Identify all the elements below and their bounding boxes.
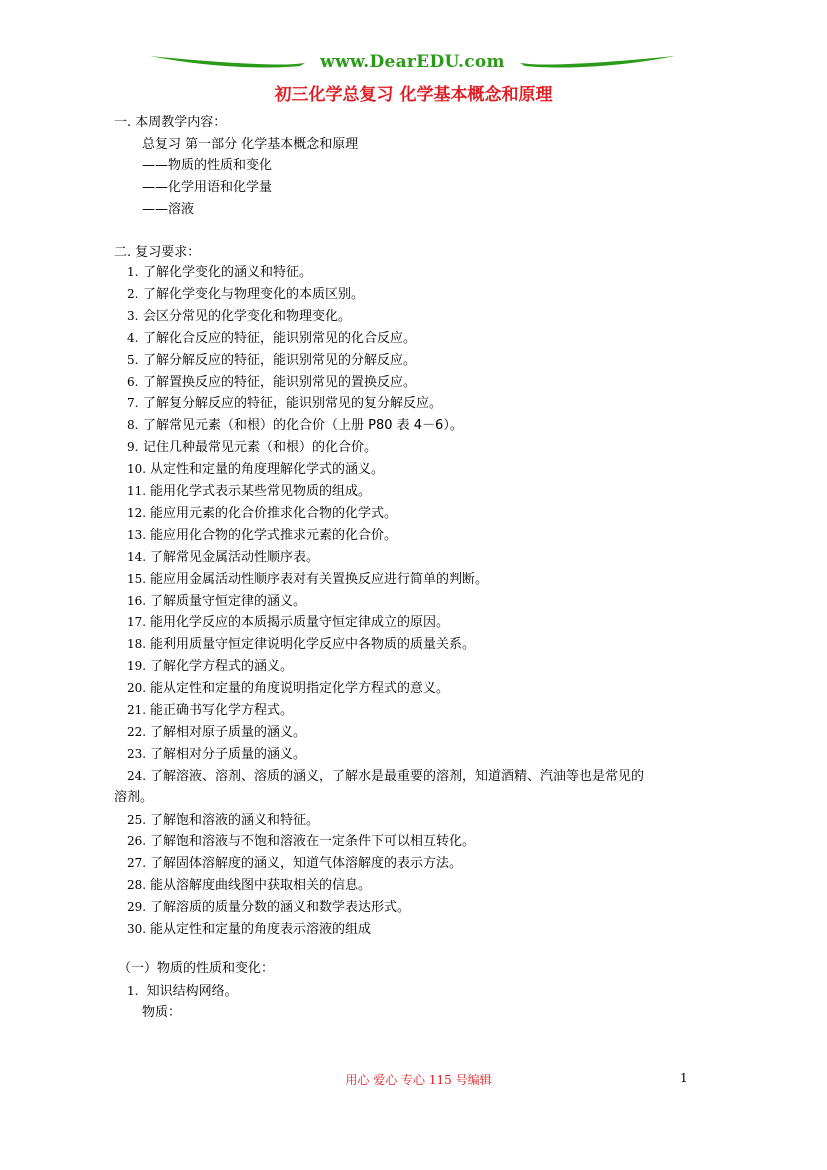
- item-number: 26.: [127, 834, 147, 849]
- item-text: 了解溶质的质量分数的涵义和数学表达形式。: [150, 900, 411, 916]
- list-item: [127, 571, 488, 588]
- item-number: 27.: [127, 856, 147, 871]
- item-number: 1.: [127, 984, 139, 998]
- item-text: 了解质量守恒定律的涵义。: [150, 593, 307, 609]
- list-item: [127, 812, 319, 829]
- list-item: [127, 921, 371, 938]
- list-item: [127, 483, 371, 500]
- item-number: 11.: [127, 484, 147, 498]
- item-number: 1.: [127, 265, 139, 279]
- list-item: [127, 724, 306, 741]
- item-text: 了解饱和溶液的涵义和特征。: [150, 812, 320, 828]
- list-item: [127, 439, 377, 456]
- item-text: 能应用元素的化合价推求化合物的化学式。: [150, 505, 398, 521]
- list-item: [127, 768, 644, 785]
- list-item: [127, 636, 475, 653]
- item-text: 能用化学反应的本质揭示质量守恒定律成立的原因。: [150, 615, 450, 631]
- item-number: 16.: [127, 593, 147, 608]
- item-text: 了解分解反应的特征，能识别常见的分解反应。: [143, 352, 417, 368]
- list-item: [114, 790, 153, 806]
- item-number: 24.: [127, 768, 147, 783]
- item-text: 了解相对原子质量的涵义。: [150, 724, 307, 740]
- content-line: 物质：: [142, 1005, 182, 1020]
- list-item: [127, 614, 449, 631]
- list-item: [127, 593, 306, 610]
- item-text: 能应用化合物的化学式推求元素的化合价。: [150, 527, 398, 543]
- item-number: 12.: [127, 505, 147, 520]
- content-line: 总复习 第一部分 化学基本概念和原理: [142, 137, 359, 152]
- item-text: 溶剂。: [114, 789, 154, 805]
- item-number: 7.: [127, 396, 139, 411]
- section-heading: 一. 本周教学内容：: [114, 115, 227, 130]
- item-number: 25.: [127, 812, 147, 827]
- list-item: [127, 527, 397, 544]
- list-item: [127, 680, 449, 697]
- item-number: 9.: [127, 440, 139, 455]
- item-text: 记住几种最常见元素（和根）的化合价。: [143, 440, 378, 456]
- list-item: [127, 899, 410, 916]
- item-number: 4.: [127, 330, 139, 345]
- content-line: ——化学用语和化学量: [142, 180, 273, 195]
- item-number: 13.: [127, 527, 147, 542]
- item-text: 能正确书写化学方程式。: [150, 703, 294, 718]
- list-item: [127, 330, 416, 347]
- list-item: [127, 352, 416, 369]
- section-heading: 二. 复习要求：: [114, 245, 201, 260]
- item-text: 了解化合反应的特征，能识别常见的化合反应。: [143, 330, 417, 346]
- list-item: [127, 877, 371, 894]
- list-item: [127, 746, 306, 763]
- item-text: 了解化学方程式的涵义。: [150, 659, 294, 675]
- list-item: [127, 461, 384, 478]
- site-url[interactable]: www.DearEDU.com: [320, 52, 505, 72]
- list-item: [127, 658, 293, 675]
- item-number: 19.: [127, 659, 147, 674]
- item-number: 15.: [127, 571, 147, 586]
- list-item: [127, 417, 463, 434]
- item-text: 了解相对分子质量的涵义。: [150, 746, 307, 762]
- item-text: 知识结构网络。: [146, 984, 238, 999]
- list-item: [127, 395, 442, 412]
- section-heading: （一）物质的性质和变化：: [118, 961, 275, 976]
- item-text: 了解置换反应的特征，能识别常见的置换反应。: [143, 374, 417, 390]
- site-header: [150, 50, 675, 76]
- item-number: 10.: [127, 462, 147, 477]
- list-item: [127, 374, 416, 391]
- item-number: 22.: [127, 724, 147, 739]
- list-item: [127, 983, 238, 1000]
- list-item: [127, 308, 351, 325]
- item-text: 能应用金属活动性顺序表对有关置换反应进行简单的判断。: [150, 571, 489, 587]
- item-number: 2.: [127, 286, 139, 301]
- item-text: 能从溶解度曲线图中获取相关的信息。: [150, 878, 372, 894]
- list-item: [127, 549, 319, 566]
- item-text: 能从定性和定量的角度表示溶液的组成: [150, 922, 372, 937]
- item-text: 能从定性和定量的角度说明指定化学方程式的意义。: [150, 681, 450, 697]
- item-text: 从定性和定量的角度理解化学式的涵义。: [150, 462, 385, 478]
- list-item: [127, 855, 462, 872]
- item-number: 20.: [127, 681, 147, 696]
- list-item: [127, 286, 364, 303]
- item-number: 6.: [127, 374, 139, 389]
- item-text: 了解常见元素（和根）的化合价（上册 P80 表 4－6）。: [143, 418, 463, 434]
- list-item: [127, 264, 312, 281]
- item-number: 17.: [127, 615, 147, 630]
- item-text: 了解常见金属活动性顺序表。: [150, 549, 320, 565]
- item-number: 29.: [127, 900, 147, 915]
- item-text: 了解化学变化与物理变化的本质区别。: [143, 286, 365, 302]
- item-text: 会区分常见的化学变化和物理变化。: [143, 308, 352, 324]
- item-text: 了解化学变化的涵义和特征。: [143, 265, 313, 280]
- item-number: 28.: [127, 878, 147, 893]
- item-text: 能用化学式表示某些常见物质的组成。: [150, 484, 372, 499]
- item-number: 21.: [127, 703, 147, 717]
- page-title: 初三化学总复习 化学基本概念和原理: [274, 85, 553, 105]
- item-number: 3.: [127, 308, 139, 323]
- list-item: [127, 833, 475, 850]
- item-number: 5.: [127, 352, 139, 367]
- item-text: 了解复分解反应的特征，能识别常见的复分解反应。: [143, 396, 443, 412]
- item-number: 18.: [127, 637, 147, 652]
- item-number: 30.: [127, 922, 147, 936]
- footer-text: 用心 爱心 专心 115 号编辑: [345, 1073, 492, 1087]
- item-text: 能利用质量守恒定律说明化学反应中各物质的质量关系。: [150, 637, 476, 653]
- item-number: 14.: [127, 549, 147, 564]
- item-number: 8.: [127, 418, 139, 433]
- content-line: ——物质的性质和变化: [142, 158, 273, 173]
- item-text: 了解饱和溶液与不饱和溶液在一定条件下可以相互转化。: [150, 834, 476, 850]
- item-text: 了解溶液、溶剂、溶质的涵义，了解水是最重要的溶剂，知道酒精、汽油等也是常见的: [150, 768, 645, 784]
- item-text: 了解固体溶解度的涵义，知道气体溶解度的表示方法。: [150, 856, 463, 872]
- list-item: [127, 702, 293, 719]
- list-item: [127, 505, 397, 522]
- content-line: ——溶液: [142, 202, 195, 217]
- page-number: 1: [680, 1071, 688, 1085]
- item-number: 23.: [127, 746, 147, 761]
